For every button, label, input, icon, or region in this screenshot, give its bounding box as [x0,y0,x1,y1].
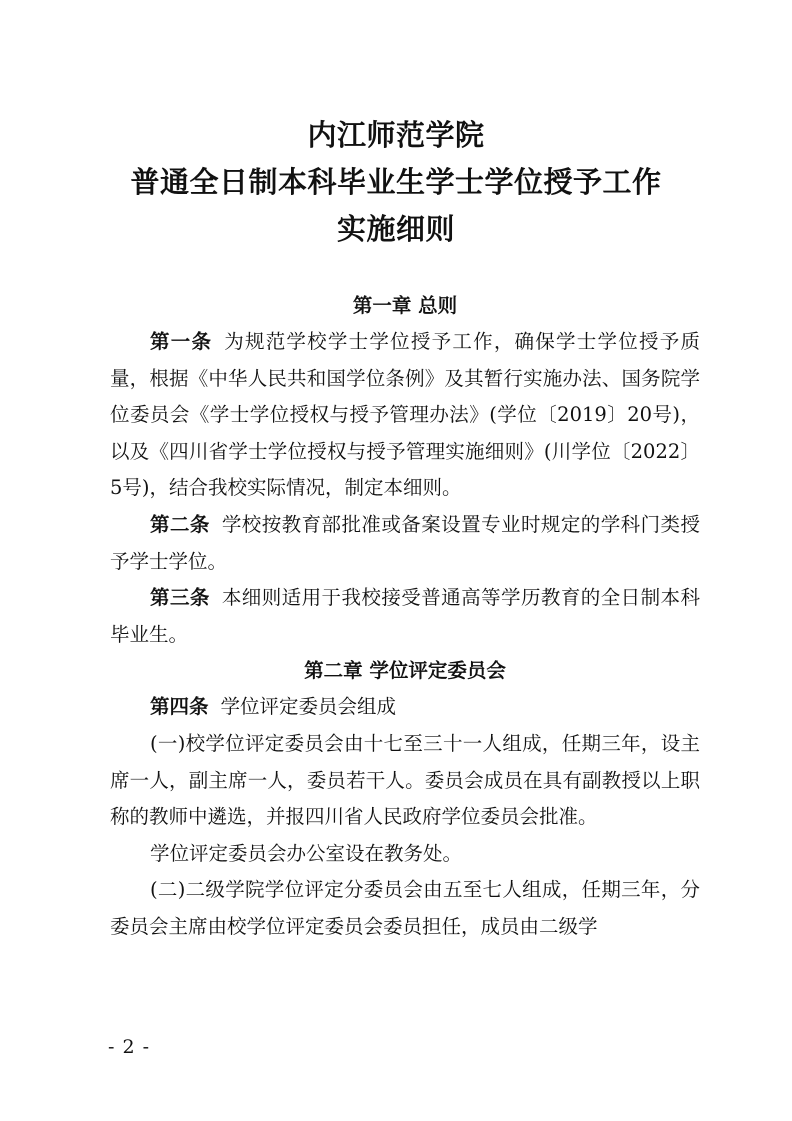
article-4-item-2: (二)二级学院学位评定分委员会由五至七人组成，任期三年，分委员会主席由校学位评定委员会委员担任，成员由二级学 [110,878,700,938]
article-1-label: 第一条 [150,330,213,353]
document-body [110,288,700,946]
article-3-text: 本细则适用于我校接受普通高等学历教育的全日制本科毕业生。 [110,586,700,646]
article-1-text: 为规范学校学士学位授予工作，确保学士学位授予质量，根据《中华人民共和国学位条例》及其暂行实施办法、国务院学位委员会《学士学位授权与授予管理办法》(学位〔2019〕20号)，以及《四川省学士学位授权与授予管理实施细则》(川学位〔2022〕5号)，结合我校实际情况，制定本细则。 [110,330,700,500]
article-2 [110,507,700,580]
page-number: - 2 - [108,1036,151,1058]
article-4 [110,689,700,726]
article-4-label: 第四条 [150,695,209,719]
title-line-2: 普通全日制本科毕业生学士学位授予工作 [130,165,662,199]
article-4-office: 学位评定委员会办公室设在教务处。 [150,841,463,865]
title-line-3: 实施细则 [336,212,455,246]
article-1 [110,324,700,507]
chapter-1-heading: 第一章 总则 [352,294,458,317]
article-2-text: 学校按教育部批准或备案设置专业时规定的学科门类授予学士学位。 [110,512,700,573]
article-2-label: 第二条 [150,512,210,536]
article-3 [110,580,700,653]
chapter-2-heading: 第二章 学位评定委员会 [304,659,506,683]
document-title [0,112,792,253]
article-3-label: 第三条 [150,586,210,610]
title-line-1: 内江师范学院 [307,118,485,152]
article-4-item-1: (一)校学位评定委员会由十七至三十一人组成，任期三年，设主席一人，副主席一人，委员若干人。委员会成员在具有副教授以上职称的教师中遴选，并报四川省人民政府学位委员会批准。 [110,731,700,829]
article-4-text: 学位评定委员会组成 [220,695,397,719]
